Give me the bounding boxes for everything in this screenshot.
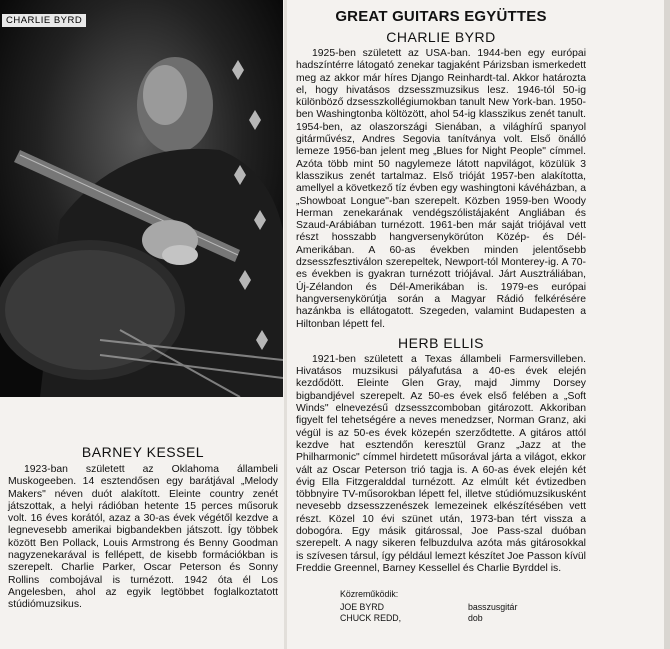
barney-kessel-heading: BARNEY KESSEL bbox=[81, 444, 205, 460]
page-edge bbox=[664, 0, 670, 649]
right-column bbox=[296, 8, 586, 575]
credit-instrument: dob bbox=[468, 613, 483, 623]
credit-row bbox=[340, 602, 600, 613]
left-column bbox=[8, 444, 278, 612]
page-title: GREAT GUITARS EGYÜTTES bbox=[335, 8, 547, 25]
page-fold bbox=[284, 0, 287, 649]
photo-caption: CHARLIE BYRD bbox=[2, 14, 86, 27]
herb-ellis-heading: HERB ELLIS bbox=[398, 334, 484, 351]
herb-ellis-bio: 1921-ben született a Texas állambeli Farmersvilleben. Hivatásos muzsikusi pályafutása a 40-es évek elején kezdődött. Eleinte Glen Gray, majd Jimmy Dorsey bigbandjével szerepelt. Az 50-es évek első felében a „Soft Winds" elnevezésű dzsesszcomboban gitározott. Akkoriban figyelt fel tehetségére a neves menedzser, Norman Granz, aki végül is az 50-es évek közepén szerződtette. A gitáros attól kezdve hat esztendőn keresztül Granz „Jazz at the Philharmonic" címmel hirdetett műsorával járta a világot, ekkor vált az Oscar Peterson trió tagja is. A 60-as évek elején két évig Ella Fitzgeralddal turnézott. Az elmúlt két évtizedben többnyire TV-műsorokban lépett fel, illetve stúdiómuzsikusként nevesebb dzsesszzenészek lemezeinek elkészítésében vett részt. Közel 10 évi szünet után, 1973-ban tért vissza a dobogóra. Egy másik gitárossal, Joe Pass-szal duóban szerepelt. A nagy sikeren felbuzdulva azóta más gitárosokkal is szívesen társul, így például lemezt készítet Joe Passon kívül Freddie Greennel, Barney Kessellel és Charlie Byrddel is. bbox=[296, 353, 586, 574]
charlie-byrd-bio: 1925-ben született az USA-ban. 1944-ben egy európai hadszíntérre látogató zenekar tagjaként Párizsban ismerkedett meg az akkor már híres Django Reinhardt-tal. Akkor határozta el, hogy hivatásos dzsesszmuzsikus lesz. 1946-tól 50-ig különböző dzsesszkollégiumokban tanult New York-ban. 1950-ben Washingtonba költözött, ahol 54-ig klasszikus zenét tanult. 1954-ben, az olaszországi Sienában, a világhírű spanyol gitárművész, Andres Segovia tanítványa volt. Első önálló lemeze 1956-ban jelent meg „Blues for Night People" címmel. Azóta több mint 50 nagylemeze látott napvilágot, közülük 3 klasszikus zenét tartalmaz. Első trióját 1957-ben alakította, amellyel a következő tíz évben egy washingtoni kávéházban, a „Showboat Longue"-ban szerepelt. Közben 1959-ben Woody Herman zenekarának vendégszólistájaként Angliában és Szaud-Arábiában turnézott. 1961-ben már saját triójával vett részt hosszabb hangversenykörúton Közép- és Dél-Amerikában. A 60-as években minden jelentősebb dzsesszfesztiválon szerepeltek, Newport-tól Monterey-ig. A 70-es években is gyakran turnézott triójával. Járt Ausztráliában, Új-Zélandon és Dél-Amerikában is. 1979-es európai hangversenykörútja során a Magyar Rádió felkérésére hazánkba is ellátogatott. Szegeden, valamint Budapesten a Hiltonban lépett fel. bbox=[296, 48, 586, 330]
credit-instrument: basszusgitár bbox=[468, 602, 518, 612]
credit-person: JOE BYRD bbox=[340, 602, 384, 612]
charlie-byrd-photo bbox=[0, 0, 283, 397]
barney-kessel-bio: 1923-ban született az Oklahoma állambeli Muskogeeben. 14 esztendősen egy barátjával „Melody Makers" néven duót alakított. Eleinte country zenét játszottak, a helyi rádióban hetente 15 perces műsoruk volt. 16 éves korától, azaz a 30-as évek végétől kezdve a legnevesebb amerikai bigbandekben játszott. Így többek között Ben Pollack, Louis Armstrong és Benny Goodman nagyzenekarával is fellépett, de kisebb formációkban is szerepelt. Charlie Parker, Oscar Peterson és Sonny Rollins combojával is turnézott. 1942 óta él Los Angelesben, ahol az egyik legtöbbet foglalkoztatott stúdiómuzsikus. bbox=[8, 464, 278, 611]
credit-row bbox=[340, 613, 600, 624]
credit-person: CHUCK REDD, bbox=[340, 613, 402, 623]
credits-header: Közreműködik: bbox=[340, 589, 399, 599]
credits bbox=[340, 589, 600, 624]
photo-image bbox=[0, 0, 283, 397]
charlie-byrd-heading: CHARLIE BYRD bbox=[386, 29, 496, 45]
